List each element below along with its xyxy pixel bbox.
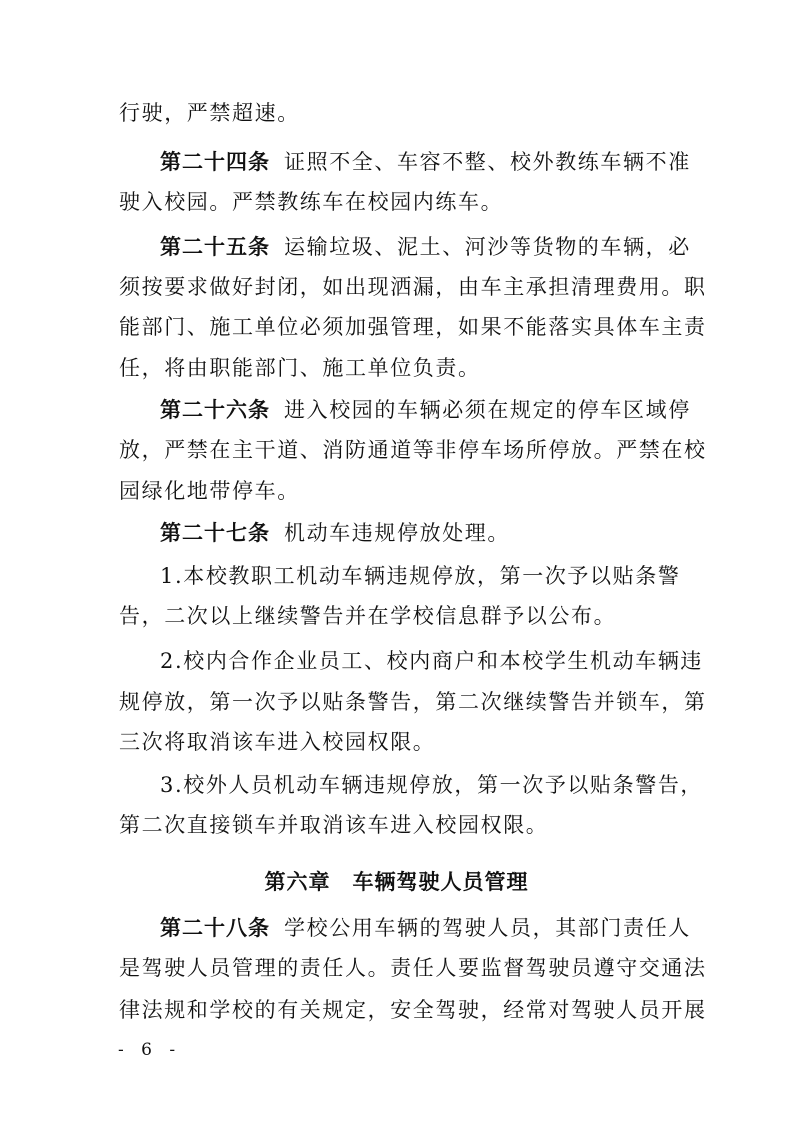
text-line: 律法规和学校的有关规定，安全驾驶，经常对驾驶人员开展 (119, 998, 707, 1022)
list-item-3: 3.校外人员机动车辆违规停放，第一次予以贴条警告， (160, 773, 704, 797)
chapter-number: 第六章 (264, 870, 331, 894)
list-item-2: 2.校内合作企业员工、校内商户和本校学生机动车辆违 (160, 649, 704, 673)
article-label: 第二十六条 (160, 398, 270, 422)
text-line: 三次将取消该车进入校园权限。 (119, 730, 436, 754)
article-27-line: 第二十七条 机动车违规停放处理。 (160, 521, 510, 545)
article-28-line: 第二十八条 学校公用车辆的驾驶人员，其部门责任人 (160, 916, 691, 940)
text-line: 园绿化地带停车。 (119, 479, 300, 503)
chapter-heading (0, 869, 793, 895)
text-line: 第二次直接锁车并取消该车进入校园权限。 (119, 813, 549, 837)
text-line: 放，严禁在主干道、消防通道等非停车场所停放。严禁在校 (119, 438, 707, 462)
text-line: 任，将由职能部门、施工单位负责。 (119, 356, 481, 380)
text-line: 规停放，第一次予以贴条警告，第二次继续警告并锁车，第 (119, 690, 707, 714)
article-24-line: 第二十四条 证照不全、车容不整、校外教练车辆不准 (160, 150, 691, 174)
text-line: 驶入校园。严禁教练车在校园内练车。 (119, 190, 504, 214)
article-25-line: 第二十五条 运输垃圾、泥土、河沙等货物的车辆，必 (160, 235, 691, 259)
text-line: 能部门、施工单位必须加强管理，如果不能落实具体车主责 (119, 315, 707, 339)
text-line: 告，二次以上继续警告并在学校信息群予以公布。 (119, 604, 617, 628)
article-label: 第二十四条 (160, 150, 270, 174)
article-label: 第二十七条 (160, 521, 270, 545)
text-line: 行驶，严禁超速。 (119, 101, 300, 125)
article-label: 第二十五条 (160, 235, 270, 259)
article-label: 第二十八条 (160, 916, 270, 940)
list-item-1: 1.本校教职工机动车辆违规停放，第一次予以贴条警 (160, 564, 681, 588)
text-line: 是驾驶人员管理的责任人。责任人要监督驾驶员遵守交通法 (119, 956, 707, 980)
chapter-title: 车辆驾驶人员管理 (352, 870, 529, 894)
page-number: - 6 - (118, 1040, 182, 1060)
article-26-line: 第二十六条 进入校园的车辆必须在规定的停车区域停 (160, 398, 691, 422)
text-line: 须按要求做好封闭，如出现洒漏，由车主承担清理费用。职 (119, 275, 707, 299)
